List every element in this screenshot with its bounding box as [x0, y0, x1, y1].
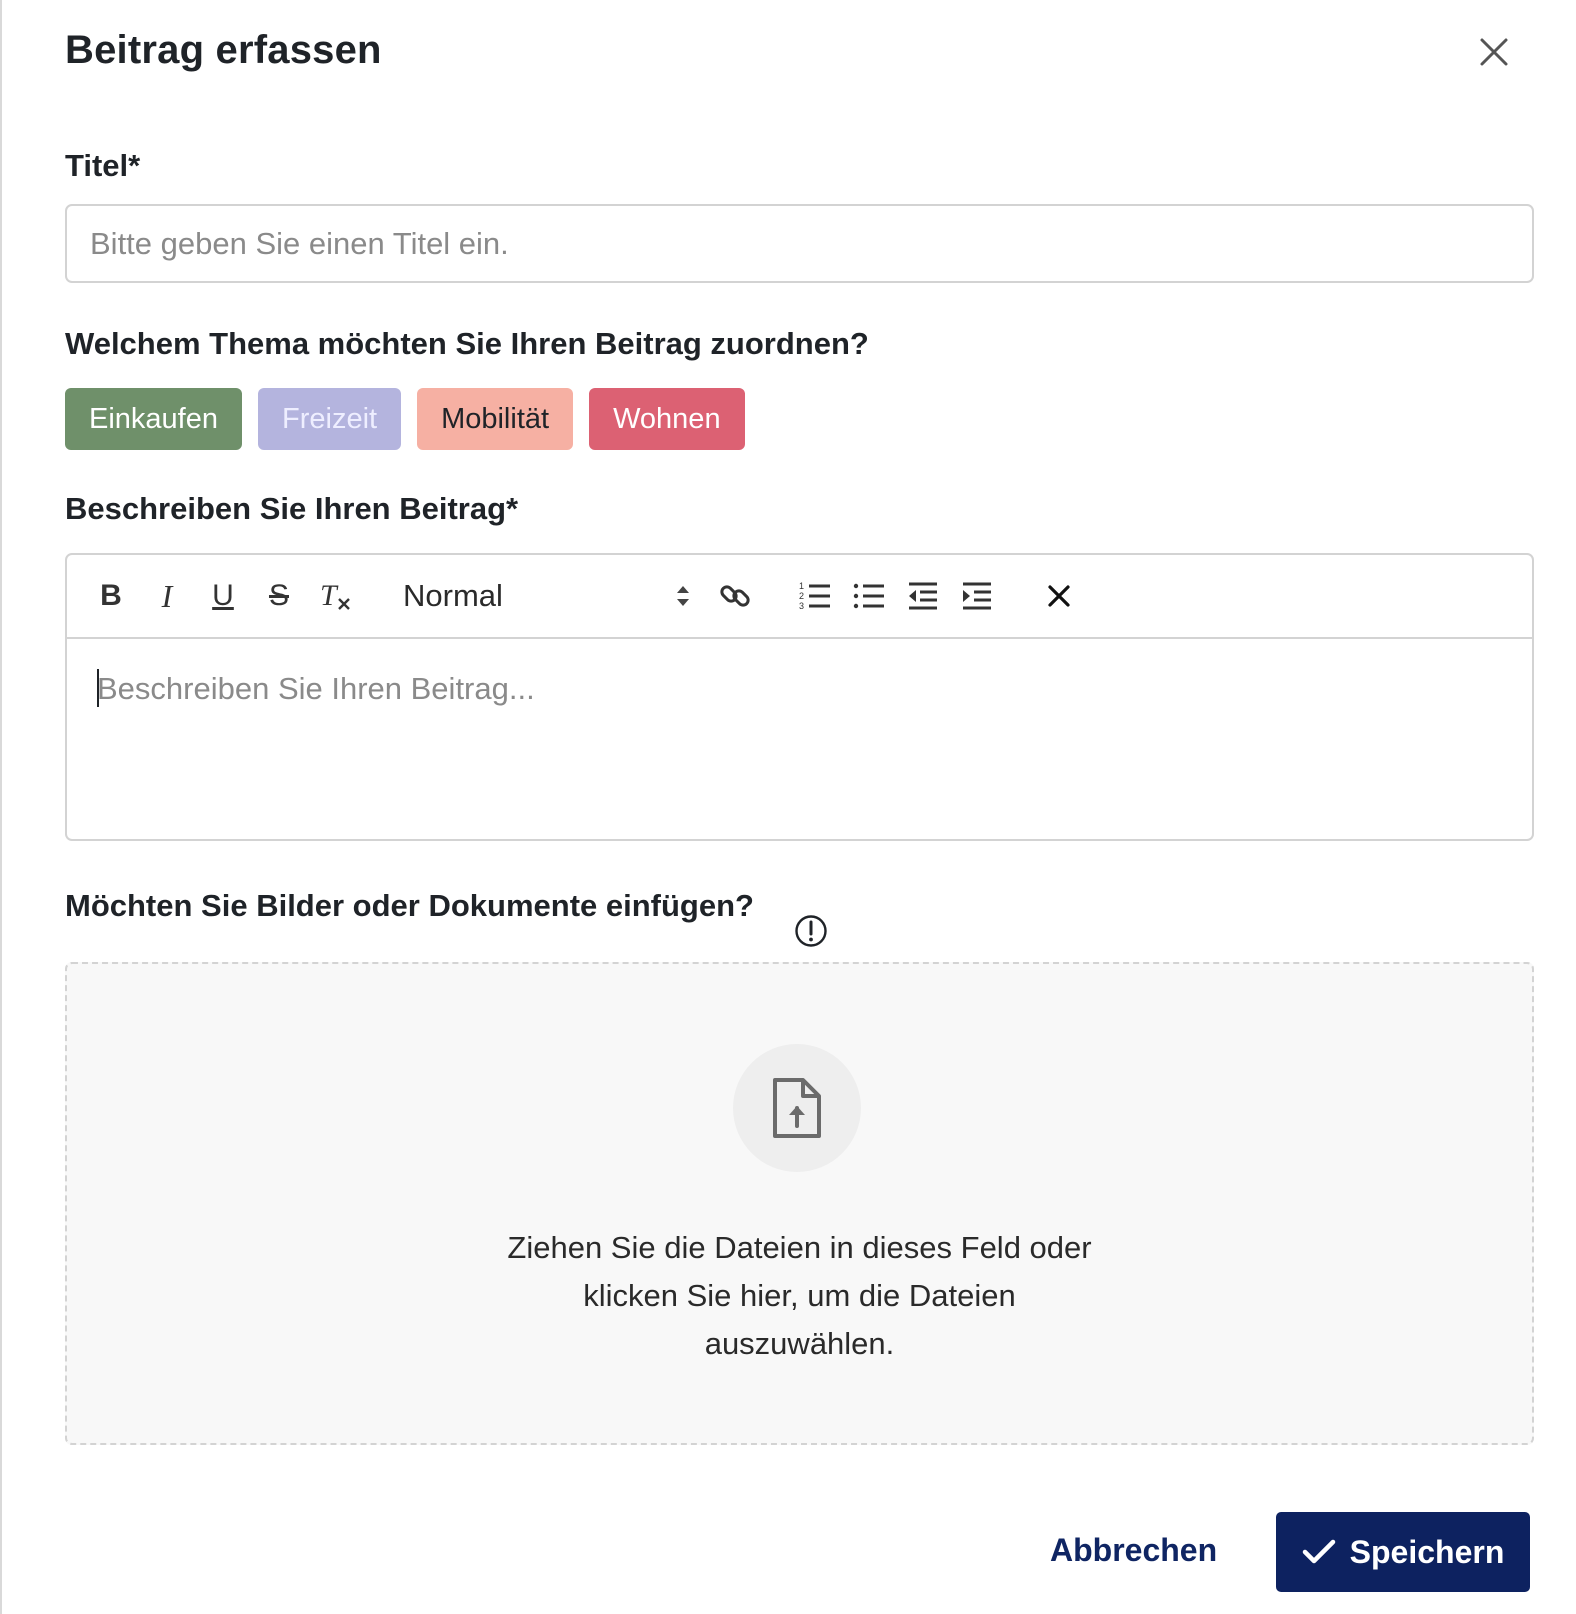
- dropzone-text-line-3: auszuwählen.: [704, 1326, 895, 1361]
- file-upload-icon: [771, 1076, 823, 1140]
- dropzone-text-line-2: klicken Sie hier, um die Dateien: [583, 1278, 1016, 1313]
- dropzone-text: [67, 1224, 1532, 1368]
- bullet-list-button[interactable]: [847, 574, 891, 618]
- bold-button[interactable]: [89, 574, 133, 618]
- strikethrough-button[interactable]: [257, 574, 301, 618]
- topic-tags: [65, 388, 745, 450]
- description-editor-body[interactable]: [67, 641, 1532, 839]
- bold-icon: B: [100, 579, 122, 612]
- file-dropzone[interactable]: [65, 962, 1534, 1445]
- underline-icon: U: [212, 579, 234, 612]
- description-placeholder: Beschreiben Sie Ihren Beitrag...: [97, 671, 535, 706]
- close-icon: [1479, 37, 1509, 67]
- save-button[interactable]: [1276, 1512, 1530, 1592]
- remove-button[interactable]: [1037, 574, 1081, 618]
- remove-icon: [1046, 583, 1072, 609]
- outdent-button[interactable]: [901, 574, 945, 618]
- topic-label: Welchem Thema möchten Sie Ihren Beitrag zuordnen?: [65, 326, 869, 361]
- link-button[interactable]: [713, 574, 757, 618]
- save-button-label: Speichern: [1349, 1533, 1505, 1570]
- info-icon[interactable]: [794, 914, 828, 948]
- tag-freizeit[interactable]: Freizeit: [258, 388, 401, 450]
- rich-text-editor: [65, 553, 1534, 841]
- editor-toolbar: [67, 555, 1532, 639]
- tag-mobilitaet[interactable]: Mobilität: [417, 388, 573, 450]
- italic-button[interactable]: [145, 574, 189, 618]
- cancel-button[interactable]: Abbrechen: [1050, 1510, 1217, 1590]
- check-icon: [1302, 1538, 1336, 1566]
- clear-format-icon: [318, 579, 352, 613]
- clear-format-x: [337, 597, 351, 611]
- title-label: Titel*: [65, 148, 141, 183]
- title-input[interactable]: [65, 204, 1534, 283]
- svg-text:1: 1: [799, 581, 805, 591]
- svg-text:2: 2: [799, 591, 805, 601]
- svg-text:3: 3: [799, 601, 805, 611]
- clear-format-glyph: T: [320, 579, 337, 612]
- attachments-label: Möchten Sie Bilder oder Dokumente einfügen?: [65, 888, 754, 923]
- description-label: Beschreiben Sie Ihren Beitrag*: [65, 491, 519, 526]
- dropzone-text-line-1: Ziehen Sie die Dateien in dieses Feld oder: [507, 1230, 1092, 1265]
- format-select[interactable]: [403, 569, 693, 623]
- bullet-list-icon: [852, 579, 886, 613]
- indent-icon: [960, 579, 994, 613]
- clear-format-button[interactable]: [313, 574, 357, 618]
- ordered-list-icon: [798, 579, 832, 613]
- strikethrough-icon: S: [268, 579, 289, 612]
- format-select-value: Normal: [403, 578, 503, 613]
- dialog-title: Beitrag erfassen: [65, 28, 382, 72]
- select-arrows-icon: [673, 583, 693, 609]
- link-icon: [718, 579, 752, 613]
- italic-icon: I: [161, 577, 173, 614]
- underline-button[interactable]: [201, 574, 245, 618]
- outdent-icon: [906, 579, 940, 613]
- close-button[interactable]: [1472, 30, 1516, 74]
- indent-button[interactable]: [955, 574, 999, 618]
- tag-einkaufen[interactable]: Einkaufen: [65, 388, 242, 450]
- ordered-list-button[interactable]: [793, 574, 837, 618]
- tag-wohnen[interactable]: Wohnen: [589, 388, 745, 450]
- upload-icon-circle: [733, 1044, 861, 1172]
